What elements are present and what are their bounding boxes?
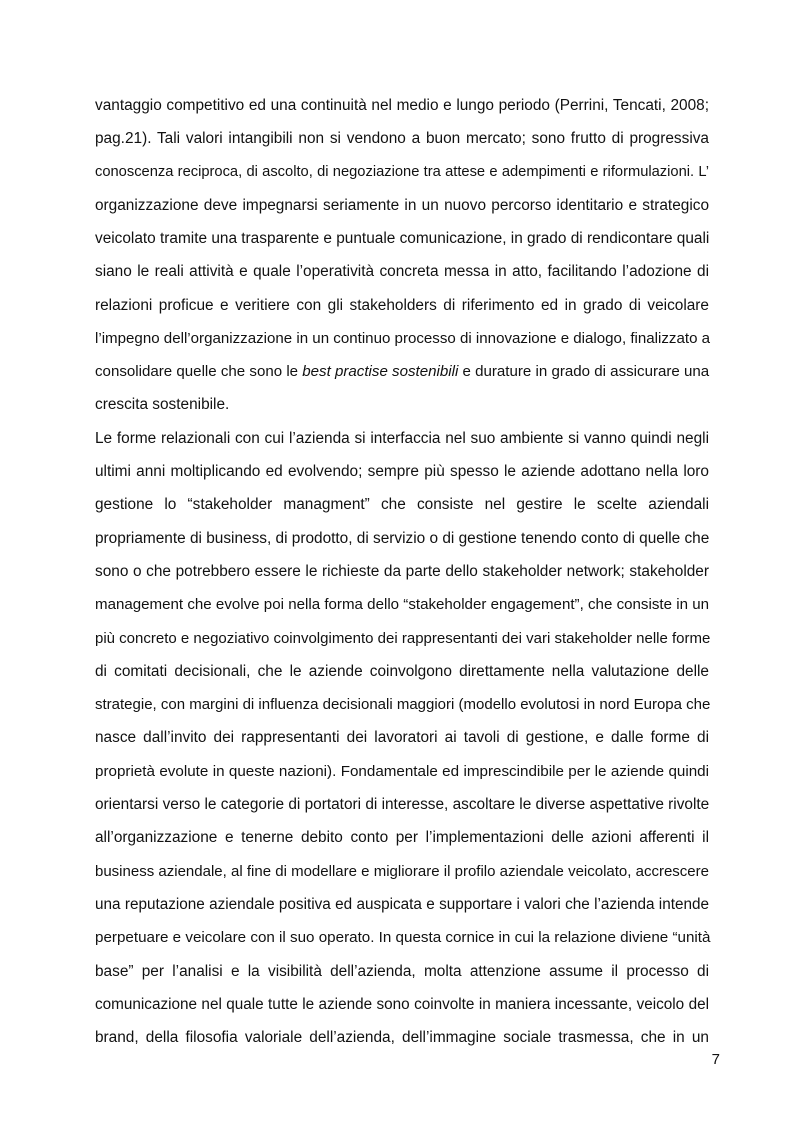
text-line: proprietà evolute in queste nazioni). Fondamentale ed imprescindibile per le aziende quindi [95,763,709,780]
text-line: brand, della filosofia valoriale dell’azienda, dell’immagine sociale trasmessa, che in un [95,1029,709,1046]
text-line: vantaggio competitivo ed una continuità nel medio e lungo periodo (Perrini, Tencati, 2008; [95,97,709,114]
text-fragment: consolidare quelle che sono le [95,363,303,380]
text-line: di comitati decisionali, che le aziende coinvolgono direttamente nella valutazione delle [95,663,709,680]
text-line: nasce dall’invito dei rappresentanti dei lavoratori ai tavoli di gestione, e dalle forme di [95,729,709,746]
text-line: base” per l’analisi e la visibilità dell’azienda, molta attenzione assume il processo di [95,963,709,980]
text-line: propriamente di business, di prodotto, di servizio o di gestione tenendo conto di quelle che [95,530,710,547]
text-line: organizzazione deve impegnarsi seriamente in un nuovo percorso identitario e strategico [95,197,709,214]
text-line: all’organizzazione e tenerne debito conto per l’implementazioni delle azioni afferenti il [95,829,709,846]
text-line: pag.21). Tali valori intangibili non si vendono a buon mercato; sono frutto di progressiva [95,130,709,147]
text-line: sono o che potrebbero essere le richieste da parte dello stakeholder network; stakeholder [95,563,709,580]
italic-term: best practise sostenibili [302,363,459,380]
text-line: gestione lo “stakeholder managment” che consiste nel gestire le scelte aziendali [95,496,709,513]
text-line: business aziendale, al fine di modellare e migliorare il profilo aziendale veicolato, accrescere [95,863,709,880]
text-line: conoscenza reciproca, di ascolto, di negoziazione tra attese e adempimenti e riformulazioni. L’ [95,164,709,180]
text-line: più concreto e negoziativo coinvolgimento dei rappresentanti dei vari stakeholder nelle forme [95,630,711,647]
page-number: 7 [711,1051,720,1068]
text-line: veicolato tramite una trasparente e puntuale comunicazione, in grado di rendicontare quali [95,230,710,247]
text-line: comunicazione nel quale tutte le aziende sono coinvolte in maniera incessante, veicolo del [95,996,709,1013]
text-line: strategie, con margini di influenza decisionali maggiori (modello evolutosi in nord Europa che [95,696,711,713]
text-line-with-emphasis [95,362,709,382]
text-line: ultimi anni moltiplicando ed evolvendo; sempre più spesso le aziende adottano nella loro [95,463,709,480]
text-line: relazioni proficue e veritiere con gli stakeholders di riferimento ed in grado di veicolare [95,297,709,314]
text-line: una reputazione aziendale positiva ed auspicata e supportare i valori che l’azienda intende [95,896,709,913]
text-line: perpetuare e veicolare con il suo operato. In questa cornice in cui la relazione diviene “unità [95,929,711,946]
text-line: orientarsi verso le categorie di portatori di interesse, ascoltare le diverse aspettative rivolte [95,796,710,813]
text-fragment: e durature in grado di assicurare una [458,363,710,380]
text-line: l’impegno dell’organizzazione in un continuo processo di innovazione e dialogo, finalizzato a [95,330,711,347]
text-line: siano le reali attività e quale l’operatività concreta messa in atto, facilitando l’adozione di [95,263,709,280]
text-line: management che evolve poi nella forma dello “stakeholder engagement”, che consiste in un [95,596,709,613]
text-line: Le forme relazionali con cui l’azienda si interfaccia nel suo ambiente si vanno quindi negli [95,430,709,447]
text-line: crescita sostenibile. [95,396,230,413]
